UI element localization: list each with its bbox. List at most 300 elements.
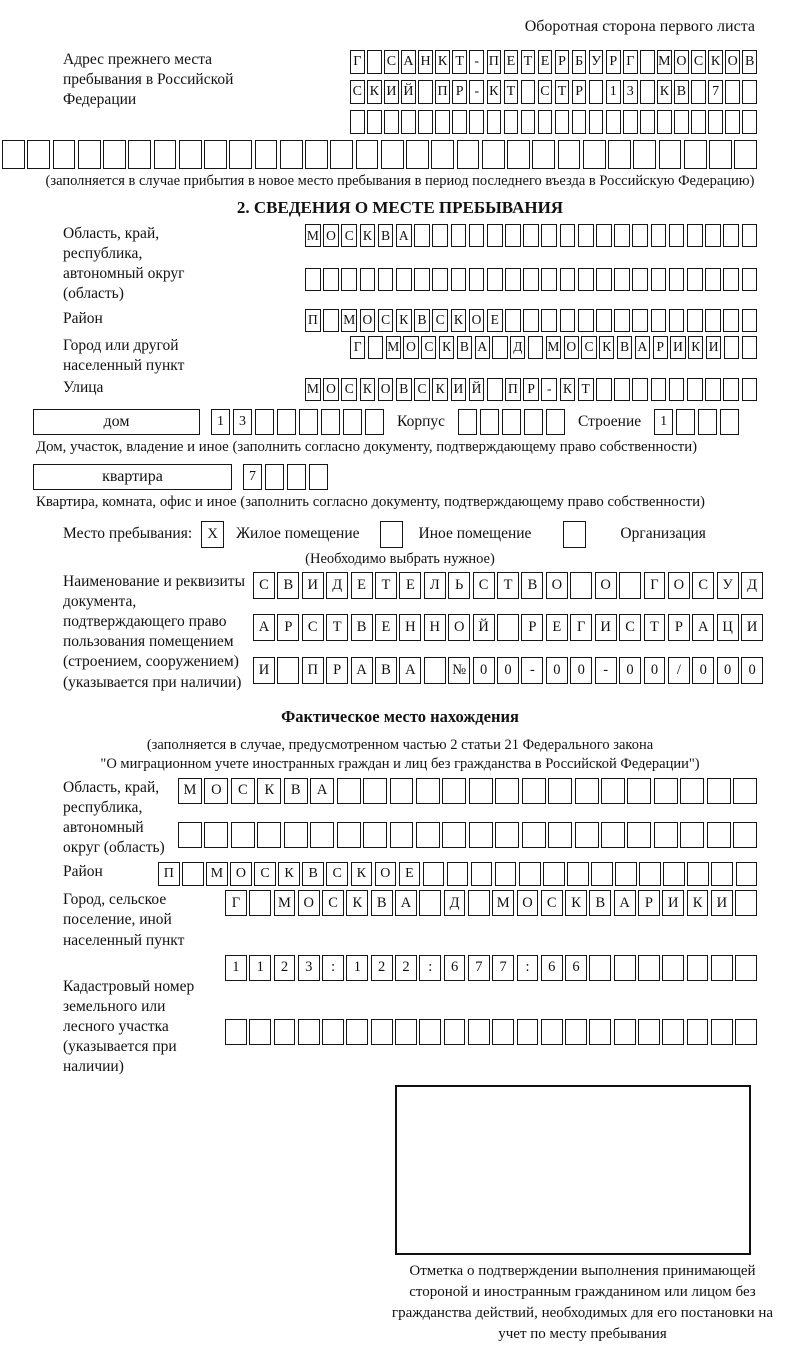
char-cell[interactable] [257,822,281,848]
char-cell[interactable] [632,378,648,401]
char-cell[interactable] [578,309,594,332]
char-cell[interactable]: 1 [606,80,621,104]
char-cell[interactable] [583,140,606,169]
char-cell[interactable] [523,224,539,247]
char-cell[interactable]: Р [523,378,539,401]
char-cell[interactable]: А [475,336,490,359]
char-cell[interactable]: С [691,50,706,74]
char-cell[interactable]: Т [521,50,536,74]
char-cell[interactable] [337,822,361,848]
char-cell[interactable] [519,862,541,886]
char-cell[interactable] [458,409,477,435]
char-cell[interactable] [182,862,204,886]
char-cell[interactable]: М [305,378,321,401]
char-cell[interactable] [330,140,353,169]
char-cell[interactable]: / [668,657,690,684]
char-cell[interactable]: Ь [448,572,470,599]
char-cell[interactable]: В [457,336,472,359]
char-cell[interactable] [395,1019,417,1045]
char-cell[interactable] [367,110,382,134]
char-cell[interactable] [711,862,733,886]
char-cell[interactable] [497,614,519,641]
char-cell[interactable] [596,378,612,401]
char-cell[interactable] [406,140,429,169]
char-cell[interactable]: А [614,890,636,916]
char-cell[interactable]: П [302,657,324,684]
char-cell[interactable]: И [253,657,275,684]
char-cell[interactable] [608,140,631,169]
char-cell[interactable] [742,309,758,332]
char-cell[interactable]: Ц [717,614,739,641]
char-cell[interactable]: О [674,50,689,74]
char-cell[interactable] [614,1019,636,1045]
char-cell[interactable] [522,822,546,848]
char-cell[interactable] [691,80,706,104]
char-cell[interactable] [742,336,757,359]
char-cell[interactable]: О [378,378,394,401]
char-cell[interactable]: 2 [371,955,393,981]
char-cell[interactable] [532,140,555,169]
char-cell[interactable] [720,409,739,435]
char-cell[interactable] [572,110,587,134]
char-cell[interactable]: С [322,890,344,916]
char-cell[interactable]: Е [487,309,503,332]
char-cell[interactable] [363,778,387,804]
char-cell[interactable] [414,224,430,247]
char-cell[interactable]: И [451,378,467,401]
char-cell[interactable] [469,822,493,848]
char-cell[interactable] [565,1019,587,1045]
char-cell[interactable]: 6 [444,955,466,981]
char-cell[interactable] [709,140,732,169]
char-cell[interactable] [724,336,739,359]
char-cell[interactable]: С [350,80,365,104]
char-cell[interactable] [546,409,565,435]
char-cell[interactable] [522,778,546,804]
char-cell[interactable] [78,140,101,169]
char-cell[interactable] [321,409,340,435]
char-cell[interactable]: В [589,890,611,916]
char-cell[interactable]: - [541,378,557,401]
char-cell[interactable] [482,140,505,169]
char-cell[interactable]: В [521,572,543,599]
char-cell[interactable] [619,572,641,599]
char-cell[interactable] [390,822,414,848]
char-cell[interactable] [517,1019,539,1045]
char-cell[interactable]: К [435,50,450,74]
char-cell[interactable]: Р [555,50,570,74]
char-cell[interactable] [356,140,379,169]
char-cell[interactable]: В [378,224,394,247]
char-cell[interactable] [555,110,570,134]
char-cell[interactable] [687,1019,709,1045]
char-cell[interactable] [343,409,362,435]
char-cell[interactable]: К [367,80,382,104]
char-cell[interactable] [504,110,519,134]
char-cell[interactable] [432,268,448,291]
char-cell[interactable] [431,140,454,169]
char-cell[interactable]: О [403,336,418,359]
char-cell[interactable]: К [257,778,281,804]
char-cell[interactable] [687,309,703,332]
char-cell[interactable] [323,309,339,332]
char-cell[interactable] [575,822,599,848]
char-cell[interactable]: К [599,336,614,359]
char-cell[interactable]: П [487,50,502,74]
char-cell[interactable]: К [432,378,448,401]
char-cell[interactable]: И [706,336,721,359]
char-cell[interactable] [614,309,630,332]
char-cell[interactable] [277,657,299,684]
char-cell[interactable]: 7 [468,955,490,981]
char-cell[interactable]: С [341,224,357,247]
char-cell[interactable] [368,336,383,359]
char-cell[interactable] [363,822,387,848]
char-cell[interactable]: С [253,572,275,599]
char-cell[interactable]: Б [572,50,587,74]
char-cell[interactable] [414,268,430,291]
char-cell[interactable]: С [378,309,394,332]
char-cell[interactable] [615,862,637,886]
char-cell[interactable]: - [469,50,484,74]
char-cell[interactable] [633,140,656,169]
char-cell[interactable] [589,1019,611,1045]
char-cell[interactable] [323,268,339,291]
char-cell[interactable] [669,378,685,401]
char-cell[interactable] [229,140,252,169]
char-cell[interactable] [742,378,758,401]
char-cell[interactable]: 7 [243,464,262,490]
char-cell[interactable] [687,378,703,401]
char-cell[interactable]: Р [326,657,348,684]
char-cell[interactable] [614,955,636,981]
char-cell[interactable] [705,224,721,247]
char-cell[interactable] [469,110,484,134]
char-cell[interactable] [507,140,530,169]
char-cell[interactable]: С [619,614,641,641]
char-cell[interactable]: И [711,890,733,916]
char-cell[interactable] [627,822,651,848]
char-cell[interactable] [725,110,740,134]
char-cell[interactable]: Е [351,572,373,599]
char-cell[interactable] [723,378,739,401]
char-cell[interactable]: : [322,955,344,981]
char-cell[interactable] [601,778,625,804]
char-cell[interactable] [128,140,151,169]
char-cell[interactable] [640,50,655,74]
char-cell[interactable]: Е [399,572,421,599]
char-cell[interactable]: И [302,572,324,599]
char-cell[interactable]: К [360,224,376,247]
char-cell[interactable]: - [595,657,617,684]
char-cell[interactable]: 6 [565,955,587,981]
char-cell[interactable] [735,955,757,981]
char-cell[interactable] [560,224,576,247]
char-cell[interactable] [255,409,274,435]
char-cell[interactable] [505,309,521,332]
char-cell[interactable]: О [564,336,579,359]
char-cell[interactable]: А [351,657,373,684]
char-cell[interactable]: В [674,80,689,104]
char-cell[interactable] [691,110,706,134]
char-cell[interactable]: О [517,890,539,916]
char-cell[interactable]: Д [326,572,348,599]
char-cell[interactable]: О [375,862,397,886]
char-cell[interactable]: Т [555,80,570,104]
char-cell[interactable] [591,862,613,886]
char-cell[interactable] [423,862,445,886]
char-cell[interactable] [735,1019,757,1045]
char-cell[interactable] [284,822,308,848]
char-cell[interactable] [684,140,707,169]
char-cell[interactable] [341,268,357,291]
char-cell[interactable] [567,862,589,886]
char-cell[interactable] [480,409,499,435]
char-cell[interactable] [541,268,557,291]
char-cell[interactable]: Г [570,614,592,641]
char-cell[interactable] [708,110,723,134]
char-cell[interactable] [651,309,667,332]
char-cell[interactable]: М [386,336,401,359]
char-cell[interactable] [687,955,709,981]
char-cell[interactable] [249,890,271,916]
char-cell[interactable] [742,110,757,134]
char-cell[interactable] [614,268,630,291]
char-cell[interactable]: В [396,378,412,401]
stay-option-other-checkbox[interactable] [380,521,403,548]
char-cell[interactable] [742,224,758,247]
char-cell[interactable]: С [231,778,255,804]
char-cell[interactable] [558,140,581,169]
char-cell[interactable]: М [657,50,672,74]
char-cell[interactable]: Т [497,572,519,599]
char-cell[interactable] [444,1019,466,1045]
char-cell[interactable] [495,778,519,804]
char-cell[interactable]: 2 [395,955,417,981]
char-cell[interactable] [487,268,503,291]
char-cell[interactable]: 0 [497,657,519,684]
char-cell[interactable] [639,862,661,886]
char-cell[interactable] [432,224,448,247]
char-cell[interactable] [614,224,630,247]
char-cell[interactable]: 0 [473,657,495,684]
char-cell[interactable]: Т [644,614,666,641]
char-cell[interactable] [337,778,361,804]
char-cell[interactable]: И [595,614,617,641]
char-cell[interactable]: О [448,614,470,641]
char-cell[interactable] [523,268,539,291]
char-cell[interactable] [725,80,740,104]
char-cell[interactable]: 1 [225,955,247,981]
char-cell[interactable] [457,140,480,169]
char-cell[interactable]: Е [546,614,568,641]
char-cell[interactable]: 7 [492,955,514,981]
char-cell[interactable] [469,778,493,804]
char-cell[interactable]: Р [638,890,660,916]
char-cell[interactable] [350,110,365,134]
char-cell[interactable]: И [741,614,763,641]
char-cell[interactable]: Н [418,50,433,74]
char-cell[interactable]: М [546,336,561,359]
char-cell[interactable]: В [302,862,324,886]
char-cell[interactable] [663,862,685,886]
char-cell[interactable] [669,309,685,332]
char-cell[interactable] [736,862,758,886]
char-cell[interactable] [596,224,612,247]
char-cell[interactable]: К [487,80,502,104]
char-cell[interactable]: Р [277,614,299,641]
char-cell[interactable] [249,1019,271,1045]
char-cell[interactable] [451,268,467,291]
char-cell[interactable]: А [395,890,417,916]
char-cell[interactable] [435,110,450,134]
char-cell[interactable] [505,224,521,247]
char-cell[interactable]: А [635,336,650,359]
char-cell[interactable] [705,268,721,291]
char-cell[interactable]: П [305,309,321,332]
char-cell[interactable]: Р [606,50,621,74]
char-cell[interactable]: В [371,890,393,916]
char-cell[interactable]: О [323,378,339,401]
char-cell[interactable] [371,1019,393,1045]
char-cell[interactable] [578,268,594,291]
char-cell[interactable]: К [451,309,467,332]
char-cell[interactable] [589,110,604,134]
char-cell[interactable]: С [473,572,495,599]
char-cell[interactable] [662,1019,684,1045]
char-cell[interactable] [705,309,721,332]
char-cell[interactable] [734,140,757,169]
char-cell[interactable] [548,822,572,848]
char-cell[interactable]: Й [469,378,485,401]
char-cell[interactable] [659,140,682,169]
char-cell[interactable] [589,80,604,104]
char-cell[interactable] [680,778,704,804]
char-cell[interactable]: С [384,50,399,74]
char-cell[interactable] [154,140,177,169]
char-cell[interactable]: М [206,862,228,886]
char-cell[interactable]: О [323,224,339,247]
char-cell[interactable] [451,224,467,247]
char-cell[interactable] [538,110,553,134]
char-cell[interactable]: С [538,80,553,104]
char-cell[interactable] [468,890,490,916]
char-cell[interactable]: Л [424,572,446,599]
char-cell[interactable]: С [421,336,436,359]
char-cell[interactable] [524,409,543,435]
char-cell[interactable] [495,822,519,848]
char-cell[interactable] [523,309,539,332]
char-cell[interactable] [401,110,416,134]
char-cell[interactable]: Р [521,614,543,641]
char-cell[interactable]: 2 [274,955,296,981]
char-cell[interactable]: У [589,50,604,74]
char-cell[interactable] [596,309,612,332]
char-cell[interactable]: 1 [654,409,673,435]
char-cell[interactable]: Р [653,336,668,359]
char-cell[interactable]: К [360,378,376,401]
char-cell[interactable] [548,778,572,804]
char-cell[interactable]: С [326,862,348,886]
char-cell[interactable]: С [254,862,276,886]
char-cell[interactable] [27,140,50,169]
char-cell[interactable] [698,409,717,435]
char-cell[interactable] [733,778,757,804]
char-cell[interactable]: И [662,890,684,916]
char-cell[interactable]: № [448,657,470,684]
char-cell[interactable]: О [298,890,320,916]
char-cell[interactable] [560,309,576,332]
char-cell[interactable] [452,110,467,134]
char-cell[interactable]: Д [444,890,466,916]
char-cell[interactable] [255,140,278,169]
char-cell[interactable] [416,822,440,848]
char-cell[interactable] [384,110,399,134]
char-cell[interactable]: М [492,890,514,916]
char-cell[interactable]: К [278,862,300,886]
char-cell[interactable]: С [541,890,563,916]
char-cell[interactable]: Г [623,50,638,74]
char-cell[interactable]: К [351,862,373,886]
char-cell[interactable] [541,1019,563,1045]
char-cell[interactable] [632,268,648,291]
char-cell[interactable] [589,955,611,981]
char-cell[interactable] [735,890,757,916]
char-cell[interactable] [723,268,739,291]
char-cell[interactable]: О [204,778,228,804]
char-cell[interactable]: Р [452,80,467,104]
char-cell[interactable]: П [435,80,450,104]
char-cell[interactable] [469,268,485,291]
char-cell[interactable]: К [687,890,709,916]
char-cell[interactable] [505,268,521,291]
char-cell[interactable]: А [253,614,275,641]
char-cell[interactable]: К [346,890,368,916]
char-cell[interactable] [495,862,517,886]
stay-option-organization-checkbox[interactable] [563,521,586,548]
char-cell[interactable] [274,1019,296,1045]
char-cell[interactable]: Г [225,890,247,916]
char-cell[interactable] [640,80,655,104]
char-cell[interactable]: А [396,224,412,247]
char-cell[interactable] [309,464,328,490]
char-cell[interactable] [711,1019,733,1045]
char-cell[interactable] [442,778,466,804]
char-cell[interactable]: 0 [717,657,739,684]
char-cell[interactable] [442,822,466,848]
char-cell[interactable] [492,1019,514,1045]
char-cell[interactable] [381,140,404,169]
char-cell[interactable]: В [351,614,373,641]
char-cell[interactable]: Т [578,378,594,401]
char-cell[interactable] [299,409,318,435]
char-cell[interactable] [390,778,414,804]
char-cell[interactable]: - [521,657,543,684]
char-cell[interactable] [277,409,296,435]
char-cell[interactable] [570,572,592,599]
char-cell[interactable]: В [414,309,430,332]
char-cell[interactable]: С [414,378,430,401]
char-cell[interactable]: 0 [619,657,641,684]
char-cell[interactable] [469,224,485,247]
char-cell[interactable]: В [284,778,308,804]
char-cell[interactable]: К [657,80,672,104]
char-cell[interactable] [418,80,433,104]
char-cell[interactable]: Г [350,50,365,74]
char-cell[interactable]: В [617,336,632,359]
char-cell[interactable] [596,268,612,291]
char-cell[interactable] [419,890,441,916]
